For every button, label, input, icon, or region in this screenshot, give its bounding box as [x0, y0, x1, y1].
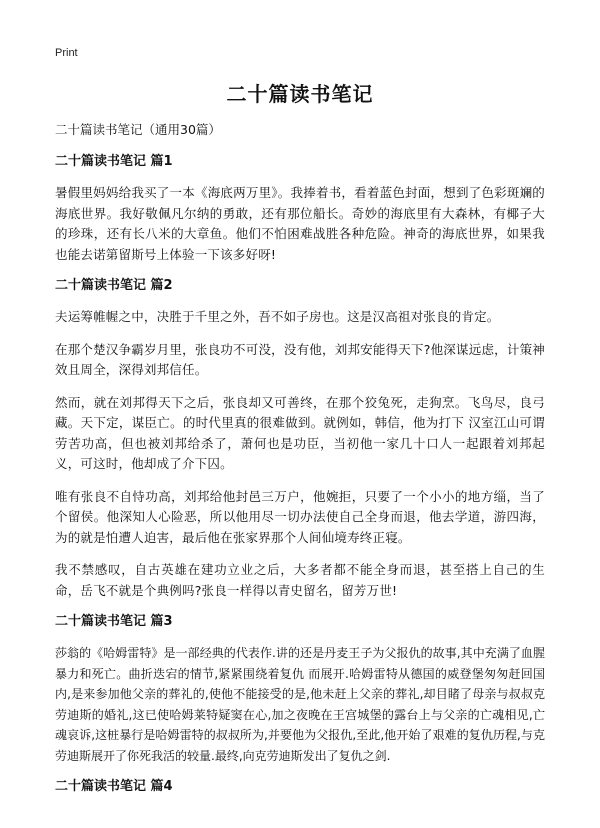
paragraph: 在那个楚汉争霸岁月里，张良功不可没，没有他，刘邦安能得天下?他深谋远虑，计策神效且周全，深得刘邦信任。	[55, 341, 545, 377]
paragraph: 夫运筹帷幄之中，决胜于千里之外，吾不如子房也。这是汉高祖对张良的肯定。	[55, 309, 500, 324]
section-3	[55, 613, 545, 766]
section-1	[55, 153, 545, 265]
print-link[interactable]: Print	[55, 47, 78, 59]
section-2	[55, 277, 545, 601]
paragraph: 然而，就在刘邦得天下之后，张良却又可善终，在那个狡兔死，走狗烹。飞鸟尽，良弓藏。天下定，谋臣亡。的时代里真的很难做到。就例如，韩信，他为打下 汉室江山可谓劳苦功高，但也被刘邦给杀了，萧何也是功臣，当初他一家几十口人一起跟着刘邦起义，可这时，他却成了介下囚。	[55, 394, 545, 471]
section-heading: 二十篇读书笔记 篇1	[55, 154, 173, 169]
paragraph: 暑假里妈妈给我买了一本《海底两万里》。我捧着书，看着蓝色封面，想到了色彩斑斓的海底世界。我好敬佩凡尔纳的勇敢，还有那位船长。奇妙的海底里有大森林，有椰子大的珍珠，还有长八米的大章鱼。他们不怕困难战胜各种危险。神奇的海底世界，如果我也能去诺第留斯号上体验一下该多好呀!	[55, 185, 545, 262]
section-heading: 二十篇读书笔记 篇3	[55, 614, 173, 629]
document-title: 二十篇读书笔记	[226, 82, 374, 106]
paragraph: 莎翁的《哈姆雷特》是一部经典的代表作.讲的还是丹麦王子为父报仇的故事,其中充满了血腥暴力和死亡。曲折迭宕的情节,紧紧围绕着复仇 而展开.哈姆雷特从德国的威登堡匆匆赶回国内,是来参加他父亲的葬礼的,使他不能接受的是,他未赶上父亲的葬礼,却目睹了母亲与叔叔克劳迪斯的婚礼,这已使哈姆莱特疑窦在心,加之夜晚在王宫城堡的露台上与父亲的亡魂相见,亡魂哀诉,这桩暴行是哈姆雷特的叔叔所为,并要他为父报仇,至此,他开始了艰难的复仇历程,与克劳迪斯展开了你死我活的较量.最终,向克劳迪斯发出了复仇之剑.	[55, 646, 545, 763]
paragraph: 我不禁感叹，自古英雄在建功立业之后，大多者都不能全身而退，甚至搭上自己的生命，岳飞不就是个典例吗?张良一样得以青史留名，留芳万世!	[55, 562, 545, 598]
section-heading: 二十篇读书笔记 篇2	[55, 278, 173, 293]
paragraph: 唯有张良不自恃功高，刘邦给他封邑三万户，他婉拒，只要了一个小小的地方缁，当了个留侯。他深知人心险恶，所以他用尽一切办法使自己全身而退，他去学道，游四海，为的就是怕遭人迫害，最后他在张家界那个人间仙境寿终正寝。	[55, 488, 545, 545]
section-heading: 二十篇读书笔记 篇4	[55, 779, 173, 794]
document-subtitle: 二十篇读书笔记（通用30篇）	[55, 122, 221, 137]
document-body	[55, 121, 545, 808]
section-4	[55, 778, 545, 796]
